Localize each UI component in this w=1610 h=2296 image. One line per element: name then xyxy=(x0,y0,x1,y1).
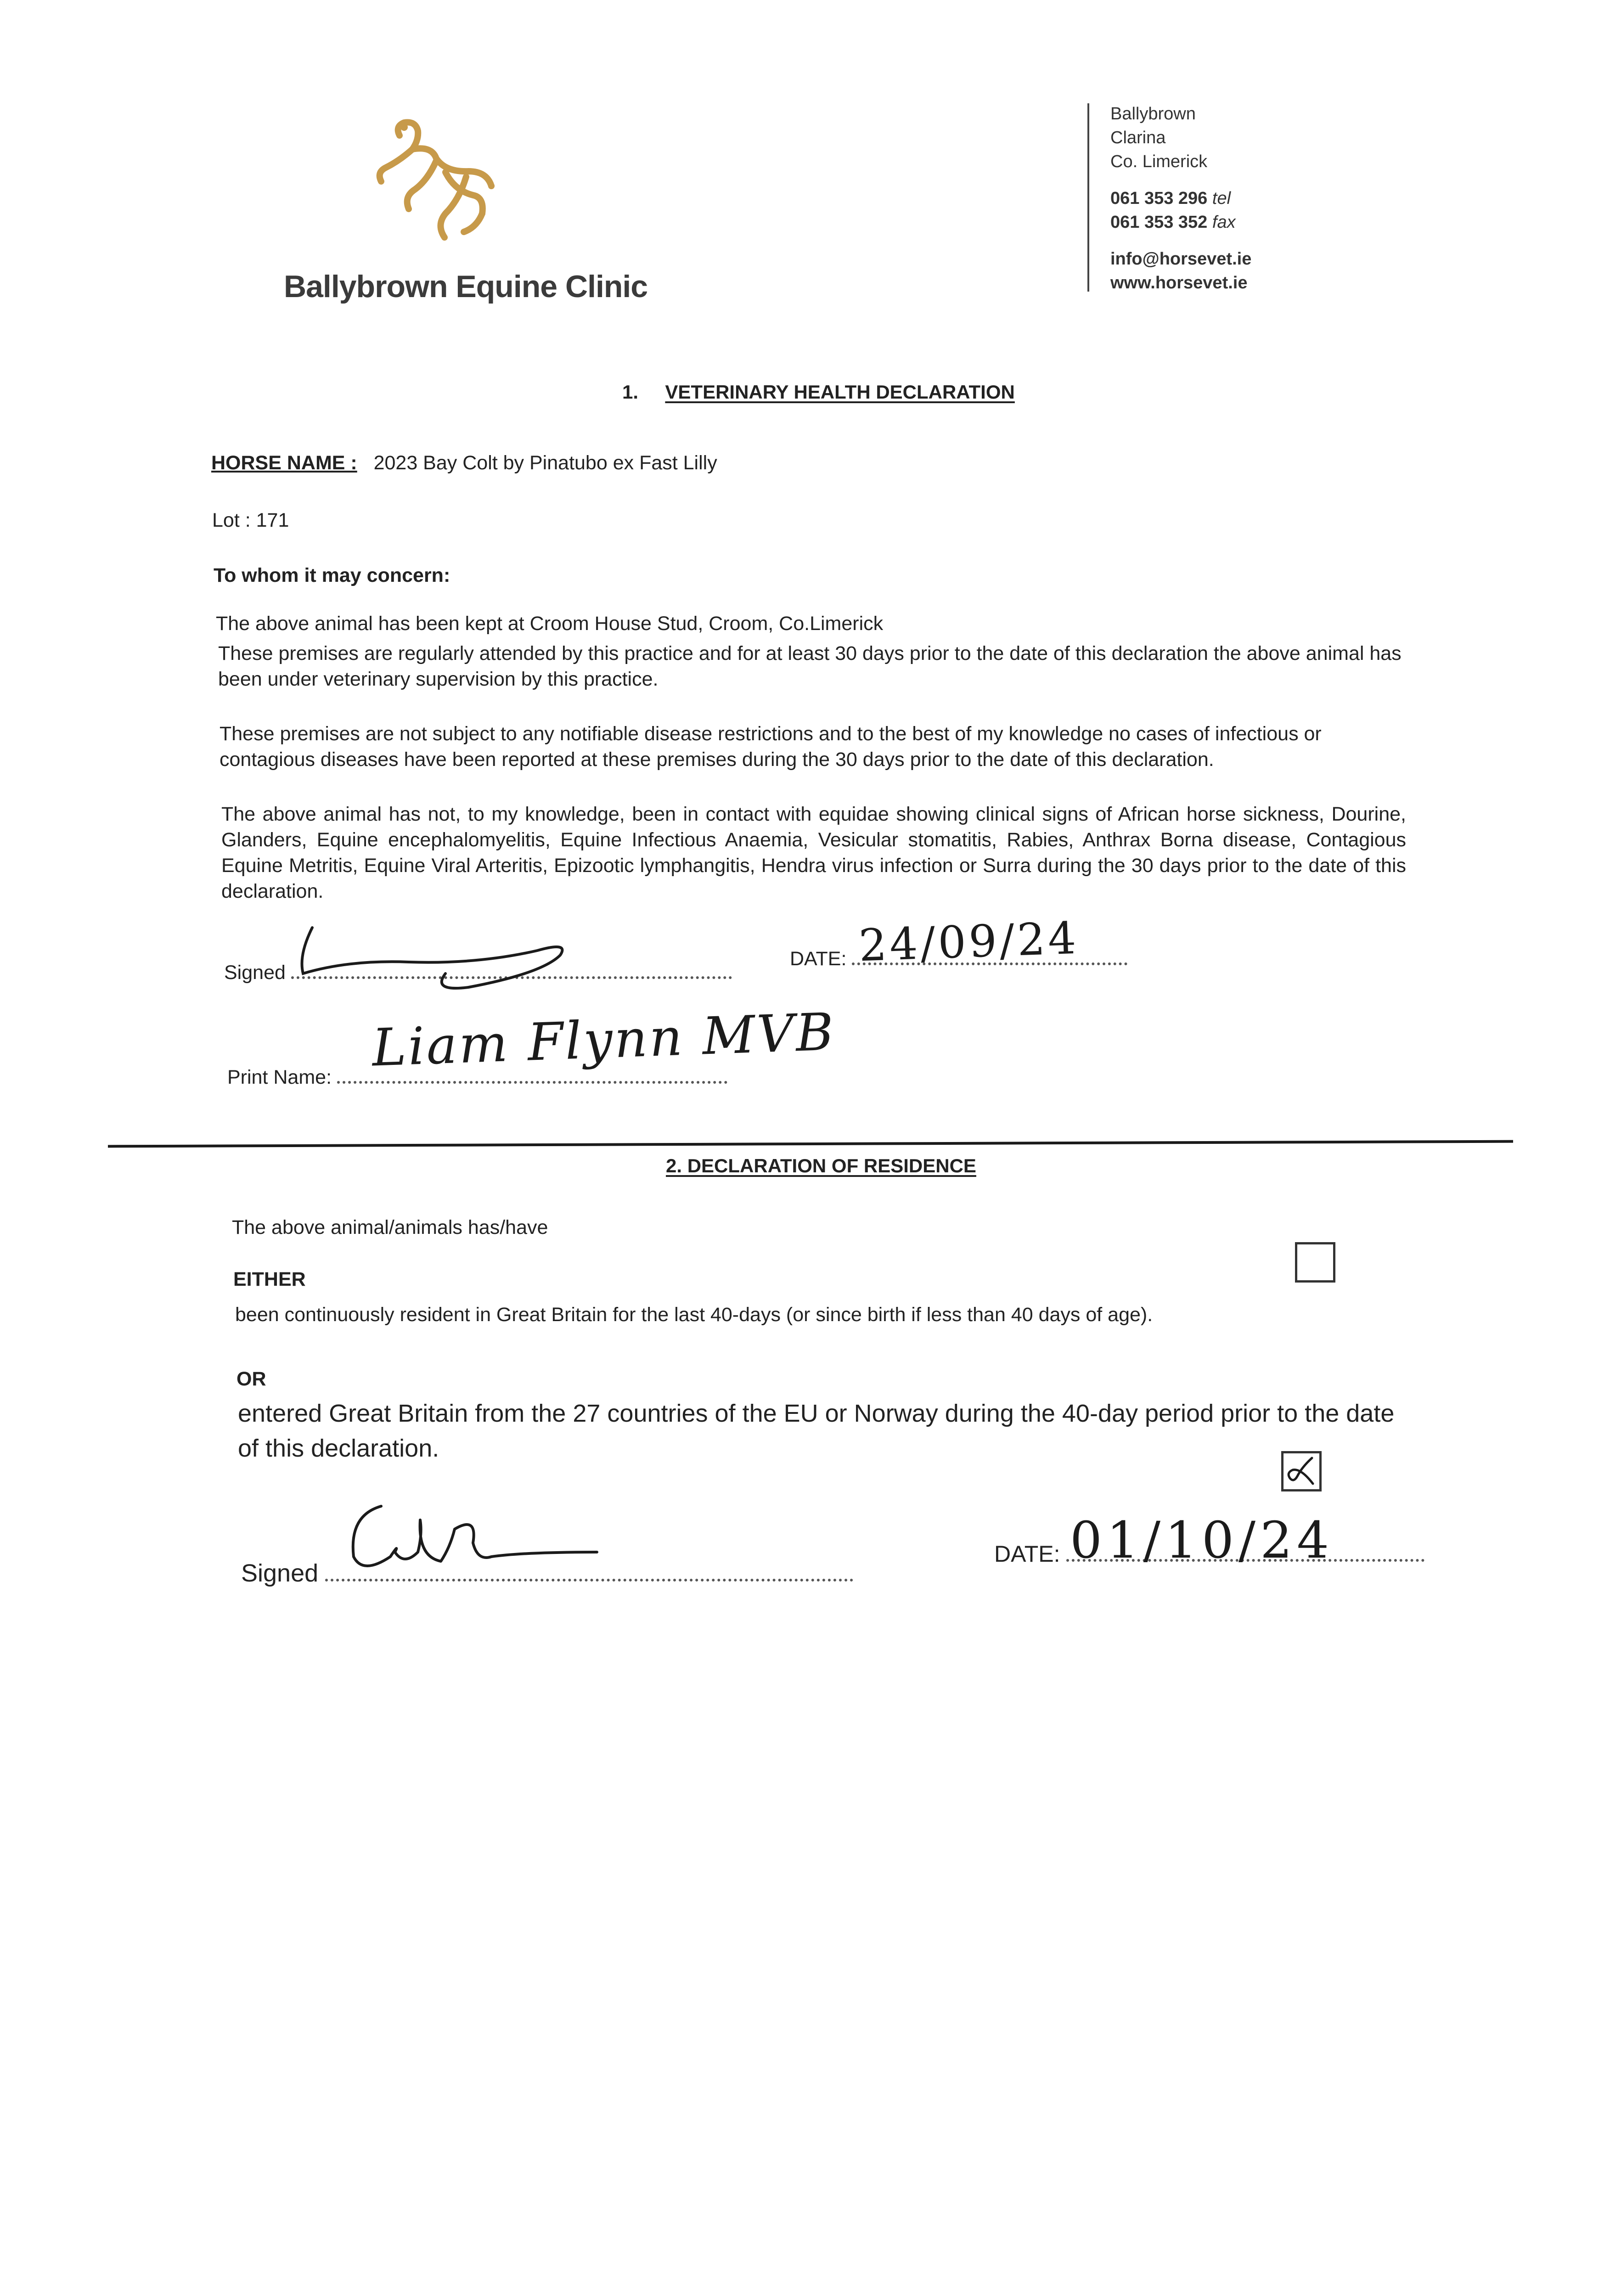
section1-date-label: DATE: xyxy=(790,948,847,970)
address-line-3: Co. Limerick xyxy=(1110,152,1208,171)
option1-checkbox[interactable] xyxy=(1295,1242,1335,1283)
owner-signature-icon xyxy=(340,1488,625,1589)
section-divider xyxy=(108,1140,1513,1148)
paragraph-kept-at: The above animal has been kept at Croom House Stud, Croom, Co.Limerick xyxy=(216,613,884,635)
address-divider xyxy=(1087,103,1089,292)
paragraph-no-restrictions: These premises are not subject to any notifiable disease restrictions and to the best of my knowledge no cases of infectious or contagious diseases have been reported at these premises during the 30 days prior to the date of this declaration. xyxy=(220,723,1322,771)
horse-name-row xyxy=(211,450,717,476)
salutation: To whom it may concern: xyxy=(214,564,450,586)
section1-date-value: 24/09/24 xyxy=(858,912,1080,972)
horse-name-label: HORSE NAME : xyxy=(211,452,357,474)
option2-checkbox[interactable] xyxy=(1281,1451,1322,1491)
telephone: 061 353 296 tel xyxy=(1110,189,1231,208)
vet-signature-icon xyxy=(294,918,615,1001)
option2-text: entered Great Britain from the 27 countries of the EU or Norway during the 40-day period prior to the date of this declaration. xyxy=(238,1400,1395,1462)
address-line-1: Ballybrown xyxy=(1110,104,1196,124)
clinic-address xyxy=(1110,102,1251,295)
checkmark-icon xyxy=(1283,1453,1319,1489)
print-name-value: Liam Flynn MVB xyxy=(371,1002,837,1078)
section2-date-label: DATE: xyxy=(994,1541,1060,1567)
paragraph-no-contact: The above animal has not, to my knowledge, been in contact with equidae showing clinical signs of African horse sickness, Dourine, Glanders, Equine encephalomyelitis, Equine Infectious Anaemia, Vesicular stomatitis, Rabies, Anthrax Borna disease, Contagious Equine Metritis, Equine Viral Arteritis, Epizootic lymphangitis, Hendra virus infection or Surra during the 30 days prior to the date of this declaration. xyxy=(221,803,1406,902)
section2-signed-label: Signed xyxy=(241,1559,319,1587)
option1-text: been continuously resident in Great Britain for the last 40-days (or since birth if less than 40 days of age). xyxy=(235,1304,1153,1326)
horse-name-value: 2023 Bay Colt by Pinatubo ex Fast Lilly xyxy=(373,452,717,474)
residence-intro: The above animal/animals has/have xyxy=(232,1216,548,1238)
section2-title: 2. DECLARATION OF RESIDENCE xyxy=(666,1155,976,1176)
section2-heading xyxy=(666,1155,976,1177)
lot-number: Lot : 171 xyxy=(212,509,289,531)
print-name-label: Print Name: xyxy=(227,1066,332,1088)
section1-signed-label: Signed xyxy=(224,962,286,984)
section1-heading xyxy=(622,381,1015,403)
paragraph-premises-attended: These premises are regularly attended by this practice and for at least 30 days prior to the date of this declaration the above animal has been under veterinary supervision by this practice. xyxy=(218,642,1402,690)
email-link[interactable]: info@horsevet.ie xyxy=(1110,249,1252,269)
fax: 061 353 352 fax xyxy=(1110,213,1236,232)
section1-title: VETERINARY HEALTH DECLARATION xyxy=(665,381,1015,403)
section2-date-value: 01/10/24 xyxy=(1070,1511,1334,1570)
either-label: EITHER xyxy=(233,1268,306,1290)
website-link[interactable]: www.horsevet.ie xyxy=(1110,273,1248,293)
or-label: OR xyxy=(236,1368,266,1390)
clinic-name: Ballybrown Equine Clinic xyxy=(284,269,648,304)
address-line-2: Clarina xyxy=(1110,128,1166,147)
section1-number: 1. xyxy=(622,381,639,403)
clinic-logo-horse-icon xyxy=(367,117,505,246)
